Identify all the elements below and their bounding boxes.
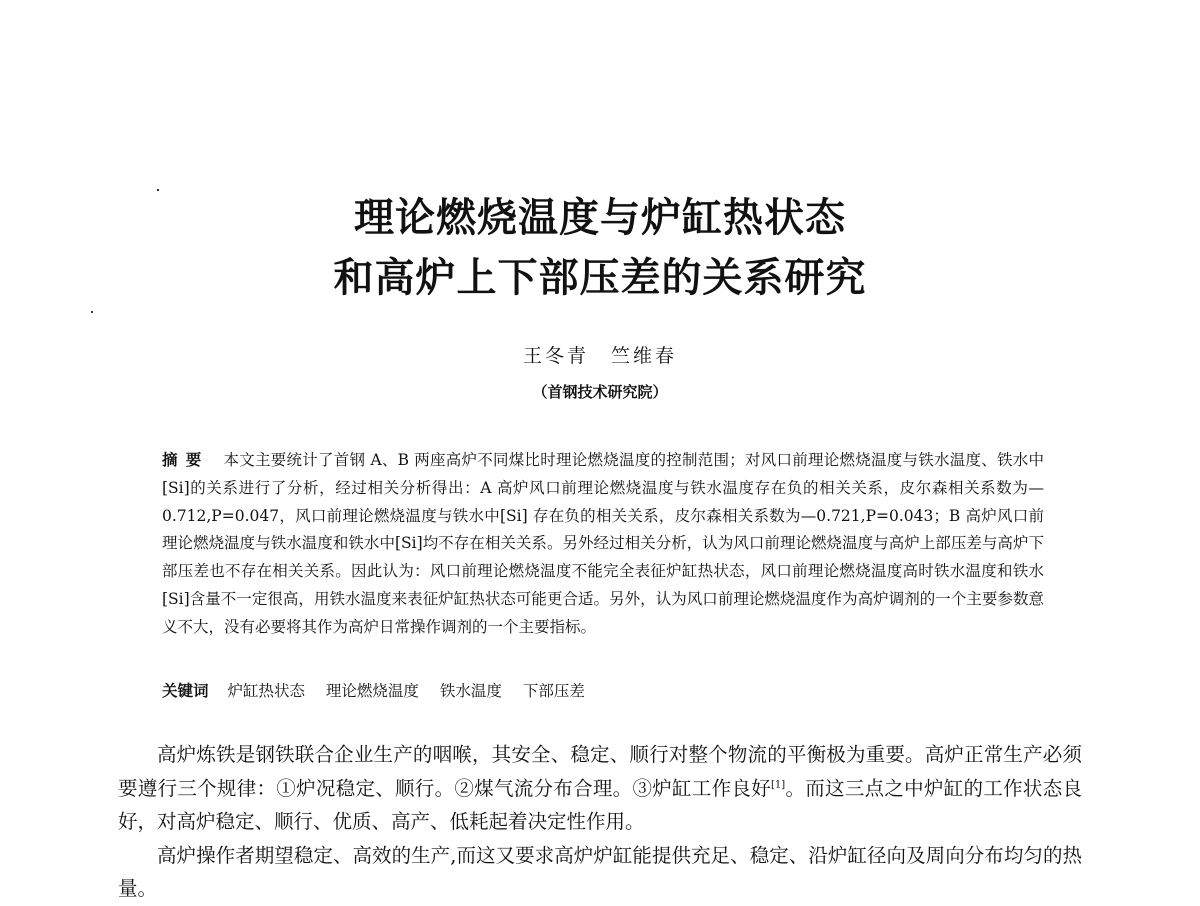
body-text-run: 高炉炼铁是钢铁联合企业生产的咽喉，其安全、稳定、顺行对整个物流的平衡极为重要。高炉正常生产必须要遵行三个规律：①炉况稳定、顺行。②煤气流分布合理。③炉缸工作良好 [118, 743, 1082, 800]
abstract-section [162, 446, 1044, 642]
author-names: 王冬青 竺维春 [522, 345, 677, 367]
scan-speck [91, 311, 93, 313]
keywords-section [162, 677, 1044, 705]
keywords-label: 关键词 [162, 681, 209, 700]
abstract-text: 本文主要统计了首钢 A、B 两座高炉不同煤比时理论燃烧温度的控制范围；对风口前理论燃烧温度与铁水温度、铁水中[Si]的关系进行了分析，经过相关分析得出：A 高炉风口前理论燃烧温度与铁水温度存在负的相关关系，皮尔森相关系数为—0.712,P=0.047，风口前理论燃烧温度与铁水中[Si] 存在负的相关关系，皮尔森相关系数为—0.721,P=0.043；B 高炉风口前理论燃烧温度与铁水温度和铁水中[Si]均不存在相关关系。另外经过相关分析，认为风口前理论燃烧温度与高炉上部压差与高炉下部压差也不存在相关关系。因此认为：风口前理论燃烧温度不能完全表征炉缸热状态，风口前理论燃烧温度高时铁水温度和铁水[Si]含量不一定很高，用铁水温度来表征炉缸热状态可能更合适。另外，认为风口前理论燃烧温度作为高炉调剂的一个主要参数意义不大，没有必要将其作为高炉日常操作调剂的一个主要指标。 [162, 451, 1044, 636]
body-paragraph: 高炉操作者期望稳定、高效的生产,而这又要求高炉炉缸能提供充足、稳定、沿炉缸径向及周向分布均匀的热量。 [118, 843, 1082, 900]
keyword-item: 理论燃烧温度 [325, 682, 419, 700]
keyword-item: 炉缸热状态 [227, 682, 305, 700]
body-text [118, 738, 1082, 906]
keyword-item: 铁水温度 [439, 682, 502, 700]
body-text-run: 。而这三点之中炉缸的工作状态良好，对高炉稳定、顺行、优质、高产、低耗起着决定性作用。 [118, 776, 1082, 833]
body-paragraph [118, 738, 1082, 839]
abstract-label: 摘要 [162, 450, 210, 469]
paper-title-line-2: 和高炉上下部压差的关系研究 [333, 255, 867, 301]
keyword-item: 下部压差 [522, 682, 585, 700]
paper-title-line-1: 理论燃烧温度与炉缸热状态 [354, 195, 846, 241]
citation-ref: [1] [771, 779, 786, 790]
author-affiliation: （首钢技术研究院） [532, 383, 668, 401]
